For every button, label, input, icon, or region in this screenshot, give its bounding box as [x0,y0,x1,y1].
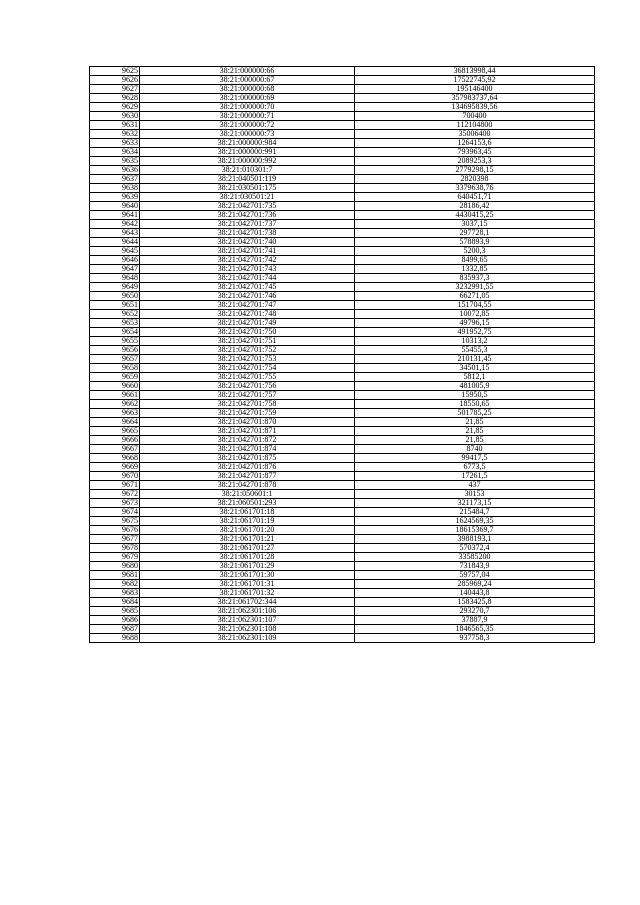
table-row [90,634,595,643]
cadastral-number-cell: 38:21:000000:984 [140,139,355,148]
table-row [90,319,595,328]
cadastral-number-cell: 38:21:042701:751 [140,337,355,346]
row-number-cell: 9663 [90,409,140,418]
row-number-cell: 9634 [90,148,140,157]
cadastral-number-cell: 38:21:042701:755 [140,373,355,382]
cadastral-value-cell: 37887,9 [355,616,595,625]
table-row [90,418,595,427]
table-row [90,211,595,220]
cadastral-value-cell: 134695839,56 [355,103,595,112]
row-number-cell: 9675 [90,517,140,526]
cadastral-number-cell: 38:21:042701:735 [140,202,355,211]
table-row [90,103,595,112]
cadastral-value-cell: 15950,5 [355,391,595,400]
cadastral-value-cell: 357983737,64 [355,94,595,103]
cadastral-value-cell: 570372,4 [355,544,595,553]
cadastral-number-cell: 38:21:061701:31 [140,580,355,589]
cadastral-number-cell: 38:21:042701:750 [140,328,355,337]
cadastral-number-cell: 38:21:042701:748 [140,310,355,319]
table-row [90,508,595,517]
table-row [90,589,595,598]
table-row [90,184,595,193]
row-number-cell: 9673 [90,499,140,508]
table-row [90,382,595,391]
row-number-cell: 9650 [90,292,140,301]
cadastral-number-cell: 38:21:042701:871 [140,427,355,436]
row-number-cell: 9665 [90,427,140,436]
table-row [90,409,595,418]
cadastral-number-cell: 38:21:062301:106 [140,607,355,616]
row-number-cell: 9674 [90,508,140,517]
cadastral-number-cell: 38:21:042701:872 [140,436,355,445]
cadastral-value-cell: 835937,3 [355,274,595,283]
row-number-cell: 9666 [90,436,140,445]
cadastral-number-cell: 38:21:042701:743 [140,265,355,274]
row-number-cell: 9683 [90,589,140,598]
cadastral-number-cell: 38:21:000000:72 [140,121,355,130]
cadastral-value-cell: 21,85 [355,418,595,427]
cadastral-value-cell: 99417,5 [355,454,595,463]
cadastral-number-cell: 38:21:061701:19 [140,517,355,526]
cadastral-value-cell: 55455,3 [355,346,595,355]
cadastral-number-cell: 38:21:042701:740 [140,238,355,247]
table-row [90,499,595,508]
cadastral-value-cell: 5200,3 [355,247,595,256]
row-number-cell: 9631 [90,121,140,130]
cadastral-value-cell: 1624569,35 [355,517,595,526]
cadastral-value-cell: 30153 [355,490,595,499]
cadastral-number-cell: 38:21:030501:21 [140,193,355,202]
cadastral-number-cell: 38:21:042701:754 [140,364,355,373]
row-number-cell: 9652 [90,310,140,319]
row-number-cell: 9662 [90,400,140,409]
cadastral-value-cell: 1332,85 [355,265,595,274]
table-row [90,130,595,139]
cadastral-value-cell: 66271,05 [355,292,595,301]
cadastral-number-cell: 38:21:042701:749 [140,319,355,328]
cadastral-number-cell: 38:21:042701:738 [140,229,355,238]
row-number-cell: 9659 [90,373,140,382]
cadastral-value-cell: 36813998,44 [355,67,595,76]
cadastral-value-cell: 18550,65 [355,400,595,409]
cadastral-value-cell: 1846565,35 [355,625,595,634]
cadastral-number-cell: 38:21:062301:108 [140,625,355,634]
cadastral-value-cell: 8499,65 [355,256,595,265]
table-row [90,481,595,490]
cadastral-number-cell: 38:21:042701:878 [140,481,355,490]
row-number-cell: 9676 [90,526,140,535]
cadastral-number-cell: 38:21:042701:759 [140,409,355,418]
table-row [90,445,595,454]
cadastral-value-cell: 491952,75 [355,328,595,337]
row-number-cell: 9651 [90,301,140,310]
cadastral-number-cell: 38:21:000000:66 [140,67,355,76]
table-row [90,517,595,526]
table-row [90,175,595,184]
row-number-cell: 9678 [90,544,140,553]
row-number-cell: 9627 [90,85,140,94]
row-number-cell: 9648 [90,274,140,283]
table-row [90,472,595,481]
cadastral-number-cell: 38:21:061701:27 [140,544,355,553]
row-number-cell: 9668 [90,454,140,463]
row-number-cell: 9635 [90,157,140,166]
row-number-cell: 9684 [90,598,140,607]
cadastral-number-cell: 38:21:061701:20 [140,526,355,535]
table-row [90,598,595,607]
table-row [90,157,595,166]
cadastral-value-cell: 8740 [355,445,595,454]
table-row [90,238,595,247]
cadastral-number-cell: 38:21:062301:107 [140,616,355,625]
row-number-cell: 9636 [90,166,140,175]
table-row [90,328,595,337]
table-row [90,202,595,211]
cadastral-number-cell: 38:21:042701:876 [140,463,355,472]
row-number-cell: 9669 [90,463,140,472]
table-row [90,400,595,409]
table-row [90,544,595,553]
cadastral-value-cell: 5812,1 [355,373,595,382]
table-row [90,373,595,382]
row-number-cell: 9670 [90,472,140,481]
table-row [90,553,595,562]
cadastral-value-cell: 195146400 [355,85,595,94]
table-row [90,85,595,94]
cadastral-number-cell: 38:21:042701:877 [140,472,355,481]
cadastral-number-cell: 38:21:000000:67 [140,76,355,85]
cadastral-value-cell: 3232991,55 [355,283,595,292]
row-number-cell: 9654 [90,328,140,337]
table-row [90,292,595,301]
cadastral-number-cell: 38:21:030501:175 [140,184,355,193]
table-row [90,166,595,175]
table-row [90,580,595,589]
row-number-cell: 9687 [90,625,140,634]
cadastral-number-cell: 38:21:000000:992 [140,157,355,166]
table-row [90,112,595,121]
row-number-cell: 9681 [90,571,140,580]
row-number-cell: 9637 [90,175,140,184]
table-row [90,616,595,625]
table-row [90,607,595,616]
cadastral-value-cell: 793963,45 [355,148,595,157]
table-row [90,301,595,310]
row-number-cell: 9653 [90,319,140,328]
cadastral-value-cell: 21,85 [355,427,595,436]
row-number-cell: 9686 [90,616,140,625]
cadastral-number-cell: 38:21:042701:874 [140,445,355,454]
table-body [90,67,595,643]
cadastral-number-cell: 38:21:040501:119 [140,175,355,184]
table-row [90,247,595,256]
cadastral-value-cell: 4430415,25 [355,211,595,220]
cadastral-number-cell: 38:21:042701:875 [140,454,355,463]
cadastral-value-cell: 18615369,7 [355,526,595,535]
cadastral-value-cell: 49796,15 [355,319,595,328]
row-number-cell: 9630 [90,112,140,121]
cadastral-value-cell: 17522745,92 [355,76,595,85]
table-row [90,274,595,283]
cadastral-value-cell: 2779298,15 [355,166,595,175]
row-number-cell: 9644 [90,238,140,247]
row-number-cell: 9625 [90,67,140,76]
cadastral-value-cell: 2089253,3 [355,157,595,166]
table-row [90,67,595,76]
cadastral-value-cell: 285969,24 [355,580,595,589]
table-row [90,193,595,202]
row-number-cell: 9657 [90,355,140,364]
table-row [90,265,595,274]
cadastral-number-cell: 38:21:000000:73 [140,130,355,139]
row-number-cell: 9677 [90,535,140,544]
cadastral-number-cell: 38:21:042701:745 [140,283,355,292]
row-number-cell: 9661 [90,391,140,400]
cadastral-number-cell: 38:21:042701:737 [140,220,355,229]
cadastral-value-cell: 33585200 [355,553,595,562]
cadastral-value-cell: 937758,3 [355,634,595,643]
cadastral-number-cell: 38:21:000000:69 [140,94,355,103]
cadastral-value-cell: 215484,7 [355,508,595,517]
table-row [90,94,595,103]
table-row [90,391,595,400]
row-number-cell: 9640 [90,202,140,211]
cadastral-number-cell: 38:21:060501:293 [140,499,355,508]
cadastral-value-cell: 437 [355,481,595,490]
cadastral-value-cell: 17261,5 [355,472,595,481]
row-number-cell: 9638 [90,184,140,193]
table-row [90,337,595,346]
cadastral-number-cell: 38:21:061701:18 [140,508,355,517]
row-number-cell: 9639 [90,193,140,202]
row-number-cell: 9641 [90,211,140,220]
cadastral-number-cell: 38:21:061701:32 [140,589,355,598]
cadastral-number-cell: 38:21:050601:1 [140,490,355,499]
cadastral-number-cell: 38:21:061702:344 [140,598,355,607]
cadastral-number-cell: 38:21:042701:752 [140,346,355,355]
table-row [90,625,595,634]
cadastral-value-cell: 151704,55 [355,301,595,310]
cadastral-value-cell: 321173,15 [355,499,595,508]
cadastral-value-cell: 3379638,76 [355,184,595,193]
cadastral-value-cell: 700400 [355,112,595,121]
cadastral-value-cell: 501785,25 [355,409,595,418]
row-number-cell: 9682 [90,580,140,589]
row-number-cell: 9658 [90,364,140,373]
table-row [90,535,595,544]
table-row [90,463,595,472]
cadastral-value-cell: 3037,15 [355,220,595,229]
row-number-cell: 9688 [90,634,140,643]
cadastral-number-cell: 38:21:042701:756 [140,382,355,391]
table-row [90,76,595,85]
cadastral-value-cell: 59757,04 [355,571,595,580]
row-number-cell: 9646 [90,256,140,265]
cadastral-number-cell: 38:21:042701:753 [140,355,355,364]
row-number-cell: 9645 [90,247,140,256]
cadastral-number-cell: 38:21:042701:747 [140,301,355,310]
table-row [90,229,595,238]
table-row [90,256,595,265]
cadastral-number-cell: 38:21:042701:870 [140,418,355,427]
table-row [90,355,595,364]
cadastral-number-cell: 38:21:042701:744 [140,274,355,283]
row-number-cell: 9655 [90,337,140,346]
cadastral-value-cell: 3988193,1 [355,535,595,544]
row-number-cell: 9656 [90,346,140,355]
table-row [90,427,595,436]
cadastral-value-table [89,66,595,643]
row-number-cell: 9671 [90,481,140,490]
row-number-cell: 9664 [90,418,140,427]
cadastral-number-cell: 38:21:042701:741 [140,247,355,256]
cadastral-value-cell: 10072,85 [355,310,595,319]
table-row [90,121,595,130]
row-number-cell: 9679 [90,553,140,562]
row-number-cell: 9672 [90,490,140,499]
cadastral-number-cell: 38:21:061701:30 [140,571,355,580]
table-row [90,220,595,229]
table-row [90,526,595,535]
cadastral-value-cell: 1264153,6 [355,139,595,148]
row-number-cell: 9642 [90,220,140,229]
table-row [90,310,595,319]
table-row [90,346,595,355]
table-row [90,283,595,292]
cadastral-value-cell: 34501,15 [355,364,595,373]
cadastral-number-cell: 38:21:000000:70 [140,103,355,112]
cadastral-number-cell: 38:21:042701:758 [140,400,355,409]
row-number-cell: 9629 [90,103,140,112]
cadastral-number-cell: 38:21:042701:746 [140,292,355,301]
cadastral-number-cell: 38:21:061701:28 [140,553,355,562]
cadastral-number-cell: 38:21:010301:7 [140,166,355,175]
cadastral-value-cell: 1583425,8 [355,598,595,607]
row-number-cell: 9643 [90,229,140,238]
cadastral-value-cell: 35006400 [355,130,595,139]
cadastral-number-cell: 38:21:042701:742 [140,256,355,265]
table-row [90,562,595,571]
cadastral-value-cell: 293270,7 [355,607,595,616]
row-number-cell: 9626 [90,76,140,85]
cadastral-value-cell: 28186,42 [355,202,595,211]
cadastral-value-cell: 6773,5 [355,463,595,472]
cadastral-value-cell: 640451,71 [355,193,595,202]
row-number-cell: 9632 [90,130,140,139]
cadastral-value-cell: 140443,8 [355,589,595,598]
cadastral-number-cell: 38:21:000000:991 [140,148,355,157]
row-number-cell: 9680 [90,562,140,571]
cadastral-value-cell: 10313,2 [355,337,595,346]
cadastral-number-cell: 38:21:061701:29 [140,562,355,571]
row-number-cell: 9647 [90,265,140,274]
row-number-cell: 9628 [90,94,140,103]
table-row [90,436,595,445]
row-number-cell: 9660 [90,382,140,391]
cadastral-value-cell: 112104800 [355,121,595,130]
cadastral-value-cell: 731843,9 [355,562,595,571]
row-number-cell: 9633 [90,139,140,148]
cadastral-value-cell: 578893,9 [355,238,595,247]
cadastral-number-cell: 38:21:042701:757 [140,391,355,400]
cadastral-number-cell: 38:21:000000:71 [140,112,355,121]
cadastral-number-cell: 38:21:062301:109 [140,634,355,643]
cadastral-number-cell: 38:21:000000:68 [140,85,355,94]
table-row [90,454,595,463]
row-number-cell: 9685 [90,607,140,616]
cadastral-value-cell: 297728,1 [355,229,595,238]
cadastral-value-cell: 2820398 [355,175,595,184]
cadastral-value-cell: 481005,9 [355,382,595,391]
cadastral-value-cell: 21,85 [355,436,595,445]
row-number-cell: 9667 [90,445,140,454]
cadastral-value-cell: 210131,45 [355,355,595,364]
table-row [90,364,595,373]
table-row [90,148,595,157]
table-row [90,139,595,148]
cadastral-number-cell: 38:21:042701:736 [140,211,355,220]
cadastral-number-cell: 38:21:061701:21 [140,535,355,544]
row-number-cell: 9649 [90,283,140,292]
table-row [90,571,595,580]
table-row [90,490,595,499]
